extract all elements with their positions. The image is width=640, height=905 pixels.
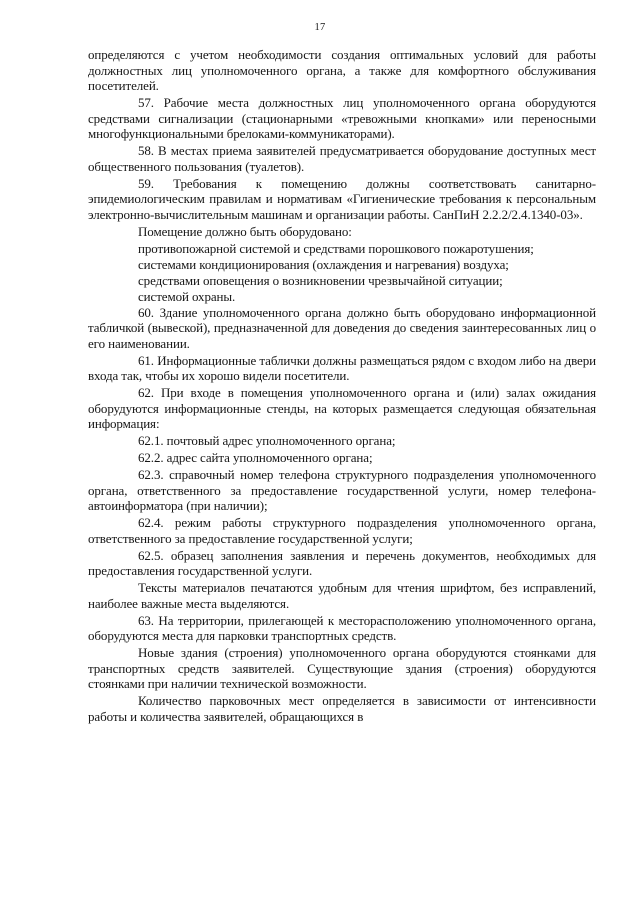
paragraph-58: 58. В местах приема заявителей предусматривается оборудование доступных мест общественного пользования (туалетов). [88,143,596,174]
list-item: противопожарной системой и средствами порошкового пожаротушения; [138,240,534,256]
paragraph-61: 61. Информационные таблички должны размещаться рядом с входом либо на двери входа так, чтобы их хорошо видели посетители. [88,352,596,383]
paragraph-62-3: 62.3. справочный номер телефона структурного подразделения уполномоченного органа, ответственного за предоставление государственной услуги, номер телефона-автоинформатора (при наличии); [88,467,596,513]
list-item: средствами оповещения о возникновении чрезвычайной ситуации; [138,272,503,288]
paragraph-60: 60. Здание уполномоченного органа должно быть оборудовано информационной табличкой (вывеской), предназначенной для доведения до сведения заинтересованных лиц о его наименовании. [88,304,596,351]
paragraph-57: 57. Рабочие места должностных лиц уполномоченного органа оборудуются средствами сигнализации (стационарными «тревожными кнопками» или переносными многофункциональными брелоками-коммуникаторами). [88,95,596,141]
paragraph-new-buildings: Новые здания (строения) уполномоченного органа оборудуются стоянками для транспортных средств заявителей. Существующие здания (строения) оборудуются стоянками при наличии технической возможности. [88,645,596,691]
list-item: системой охраны. [138,288,236,304]
equipment-list [88,241,596,305]
paragraph-62-1: 62.1. почтовый адрес уполномоченного органа; [138,433,396,448]
paragraph-62: 62. При входе в помещения уполномоченного органа и (или) залах ожидания оборудуются информационные стенды, на которых размещается следующая обязательная информация: [88,385,596,431]
paragraph-59: 59. Требования к помещению должны соответствовать санитарно-эпидемиологическим правилам и нормативам «Гигиенические требования к персональным электронно-вычислительным машинам и организации работы. СанПиН 2.2.2/2.4.1340-03». [88,175,596,222]
list-item: системами кондиционирования (охлаждения и нагревания) воздуха; [138,256,509,272]
document-body [88,47,596,726]
paragraph-parking-count: Количество парковочных мест определяется в зависимости от интенсивности работы и количества заявителей, обращающихся в [88,693,596,724]
paragraph-63: 63. На территории, прилегающей к месторасположению уполномоченного органа, оборудуются места для парковки транспортных средств. [88,612,596,643]
paragraph-62-2: 62.2. адрес сайта уполномоченного органа; [138,450,373,465]
page-number: 17 [314,22,326,33]
paragraph-texts-note: Тексты материалов печатаются удобным для чтения шрифтом, без исправлений, наиболее важные места выделяются. [88,580,596,611]
paragraph-62-4: 62.4. режим работы структурного подразделения уполномоченного органа, ответственного за предоставление государственной услуги; [88,515,596,546]
paragraph-equipment-intro: Помещение должно быть оборудовано: [138,223,352,239]
paragraph-62-5: 62.5. образец заполнения заявления и перечень документов, необходимых для предоставления государственной услуги. [88,547,596,578]
paragraph-continuation: определяются с учетом необходимости создания оптимальных условий для работы должностных лиц уполномоченного органа, а также для комфортного обслуживания посетителей. [88,47,596,93]
